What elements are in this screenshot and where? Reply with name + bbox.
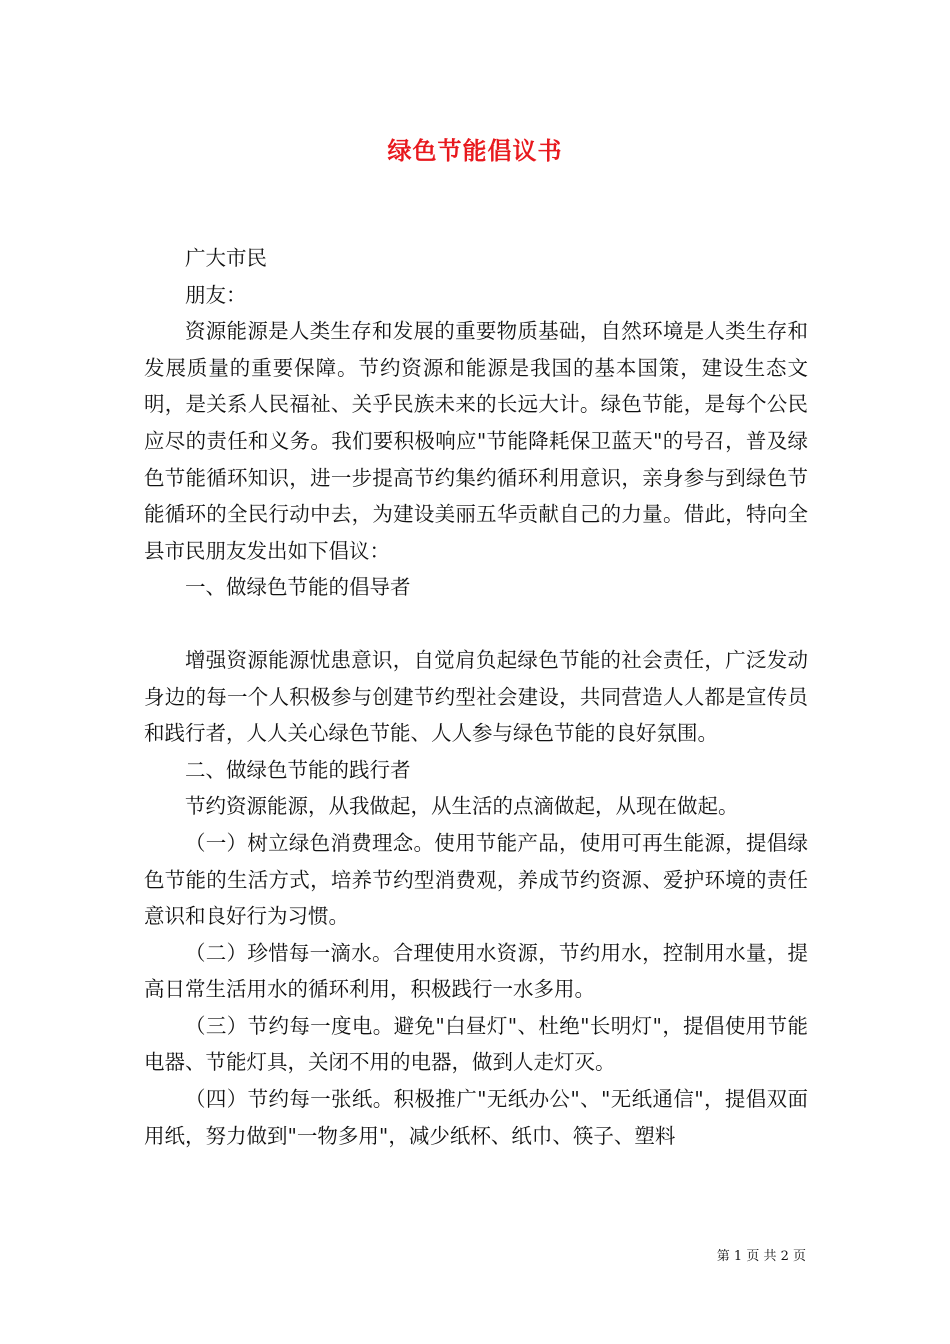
page-number: 第 1 页 共 2 页 [716, 1249, 806, 1264]
section-2-intro: 节约资源能源，从我做起，从生活的点滴做起，从现在做起。 [185, 794, 739, 819]
item-4-paragraph: （四）节约每一张纸。积极推广"无纸办公"、"无纸通信"，提倡双面用纸，努力做到"一物多用"，减少纸杯、纸巾、筷子、塑料 [144, 1087, 808, 1148]
salutation-line-1: 广大市民 [185, 246, 267, 270]
document-body [144, 240, 808, 1154]
salutation-line-2: 朋友： [185, 282, 247, 307]
section-1-paragraph: 增强资源能源忧患意识，自觉肩负起绿色节能的社会责任，广泛发动身边的每一个人积极参与创建节约型社会建设，共同营造人人都是宣传员和践行者，人人关心绿色节能、人人参与绿色节能的良好氛围。 [144, 647, 808, 746]
section-heading-2: 二、做绿色节能的践行者 [185, 757, 411, 782]
paragraph-gap [144, 606, 808, 642]
section-heading-1: 一、做绿色节能的倡导者 [185, 575, 411, 600]
intro-paragraph: 资源能源是人类生存和发展的重要物质基础，自然环境是人类生存和发展质量的重要保障。节约资源和能源是我国的基本国策，建设生态文明，是关系人民福祉、关乎民族未来的长远大计。绿色节能，是每个公民应尽的责任和义务。我们要积极响应"节能降耗保卫蓝天"的号召，普及绿色节能循环知识，进一步提高节约集约循环利用意识，亲身参与到绿色节能循环的全民行动中去，为建设美丽五华贡献自己的力量。借此，特向全县市民朋友发出如下倡议： [144, 319, 808, 563]
item-1-paragraph: （一）树立绿色消费理念。使用节能产品，使用可再生能源，提倡绿色节能的生活方式，培养节约型消费观，养成节约资源、爱护环境的责任意识和良好行为习惯。 [144, 830, 808, 929]
item-3-paragraph: （三）节约每一度电。避免"白昼灯"、杜绝"长明灯"，提倡使用节能电器、节能灯具，关闭不用的电器，做到人走灯灭。 [144, 1013, 808, 1075]
document-title: 绿色节能倡议书 [387, 136, 563, 165]
item-2-paragraph: （二）珍惜每一滴水。合理使用水资源，节约用水，控制用水量，提高日常生活用水的循环利用，积极践行一水多用。 [144, 940, 808, 1002]
